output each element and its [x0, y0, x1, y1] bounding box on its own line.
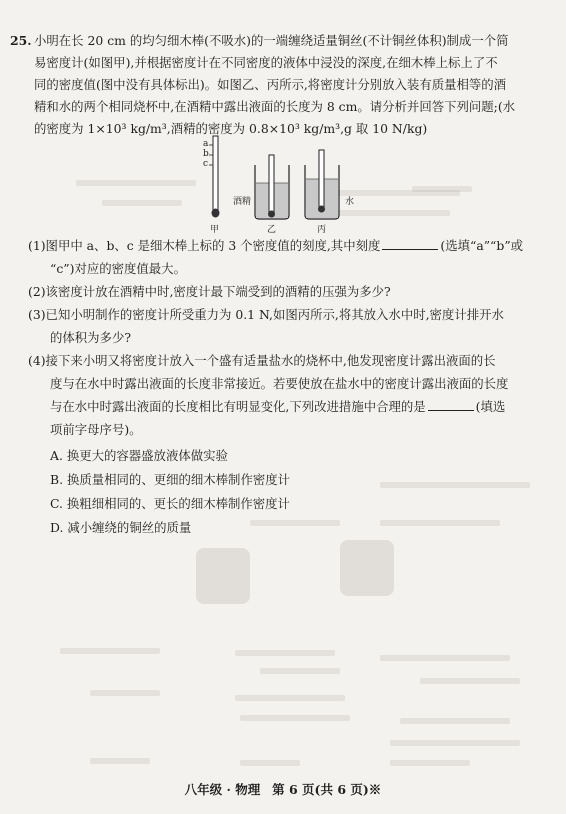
- page-footer: [0, 780, 566, 798]
- tick-label-c: c: [203, 159, 209, 169]
- sub-question-4: (4)接下来小明又将密度计放入一个盛有适量盐水的烧杯中,他发现密度计露出液面的长: [28, 353, 496, 368]
- figure-label-bing: 丙: [317, 225, 327, 235]
- sub-question-4-line3: [50, 396, 505, 417]
- tick-label-a: a: [203, 139, 209, 149]
- footer-page-info: 第 6 页(共 6 页): [272, 782, 369, 797]
- sub-question-4-line4: 项前字母序号)。: [50, 422, 142, 437]
- option-d: D. 减小缠绕的铜丝的质量: [50, 520, 192, 535]
- figure-drawing: [195, 133, 375, 239]
- answer-blank-4[interactable]: [428, 398, 474, 411]
- question-intro-line: 小明在长 20 cm 的均匀细木棒(不吸水)的一端缠绕适量铜丝(不计铜丝体积)制成一个简: [34, 33, 509, 48]
- option-a: A. 换更大的容器盛放液体做实验: [50, 448, 228, 463]
- tick-label-b: b: [203, 149, 209, 159]
- sub-question-4-text: 与在水中时露出液面的长度相比有明显变化,下列改进措施中合理的是: [50, 399, 426, 414]
- footer-mark: ※: [368, 782, 382, 797]
- option-b: B. 换质量相同的、更细的细木棒制作密度计: [50, 472, 291, 487]
- sub-question-4-hint: (填选: [475, 399, 506, 414]
- sub-question-2: (2)该密度计放在酒精中时,密度计最下端受到的酒精的压强为多少?: [28, 284, 391, 299]
- question-intro-line: 易密度计(如图甲),并根据密度计在不同密度的液体中浸没的深度,在细木棒上标上了不: [34, 55, 498, 70]
- figure-label-alcohol: 酒精: [233, 197, 252, 207]
- figure-label-yi: 乙: [267, 225, 277, 235]
- figure-density-meter: [195, 133, 375, 239]
- sub-question-1-hint: (选填“a”“b”或: [440, 238, 524, 253]
- sub-question-3: (3)已知小明制作的密度计所受重力为 0.1 N,如图丙所示,将其放入水中时,密度计排开水: [28, 307, 504, 322]
- question-intro-line: 的密度为 1×10³ kg/m³,酒精的密度为 0.8×10³ kg/m³,g 取 10 N/kg): [34, 121, 428, 136]
- sub-question-1-text: (1)图甲中 a、b、c 是细木棒上标的 3 个密度值的刻度,其中刻度: [28, 238, 381, 253]
- sub-question-1-line2: “c”)对应的密度值最大。: [50, 261, 186, 276]
- answer-blank-1[interactable]: [382, 237, 438, 250]
- sub-question-4-line2: 度与在水中时露出液面的长度非常接近。若要使放在盐水中的密度计露出液面的长度: [50, 376, 509, 391]
- figure-label-water: 水: [345, 197, 355, 207]
- option-c: C. 换粗细相同的、更长的细木棒制作密度计: [50, 496, 290, 511]
- sub-question-3-line2: 的体积为多少?: [50, 330, 131, 345]
- question-number: 25.: [10, 33, 32, 48]
- sub-question-1: [28, 235, 523, 256]
- figure-label-jia: 甲: [210, 225, 220, 235]
- footer-grade-subject: 八年级 · 物理: [184, 782, 261, 797]
- question-intro-line: 同的密度值(图中没有具体标出)。如图乙、丙所示,将密度计分别放入装有质量相等的酒: [34, 77, 507, 92]
- question-intro-line: 精和水的两个相同烧杯中,在酒精中露出液面的长度为 8 cm。请分析并回答下列问题;(水: [34, 99, 516, 114]
